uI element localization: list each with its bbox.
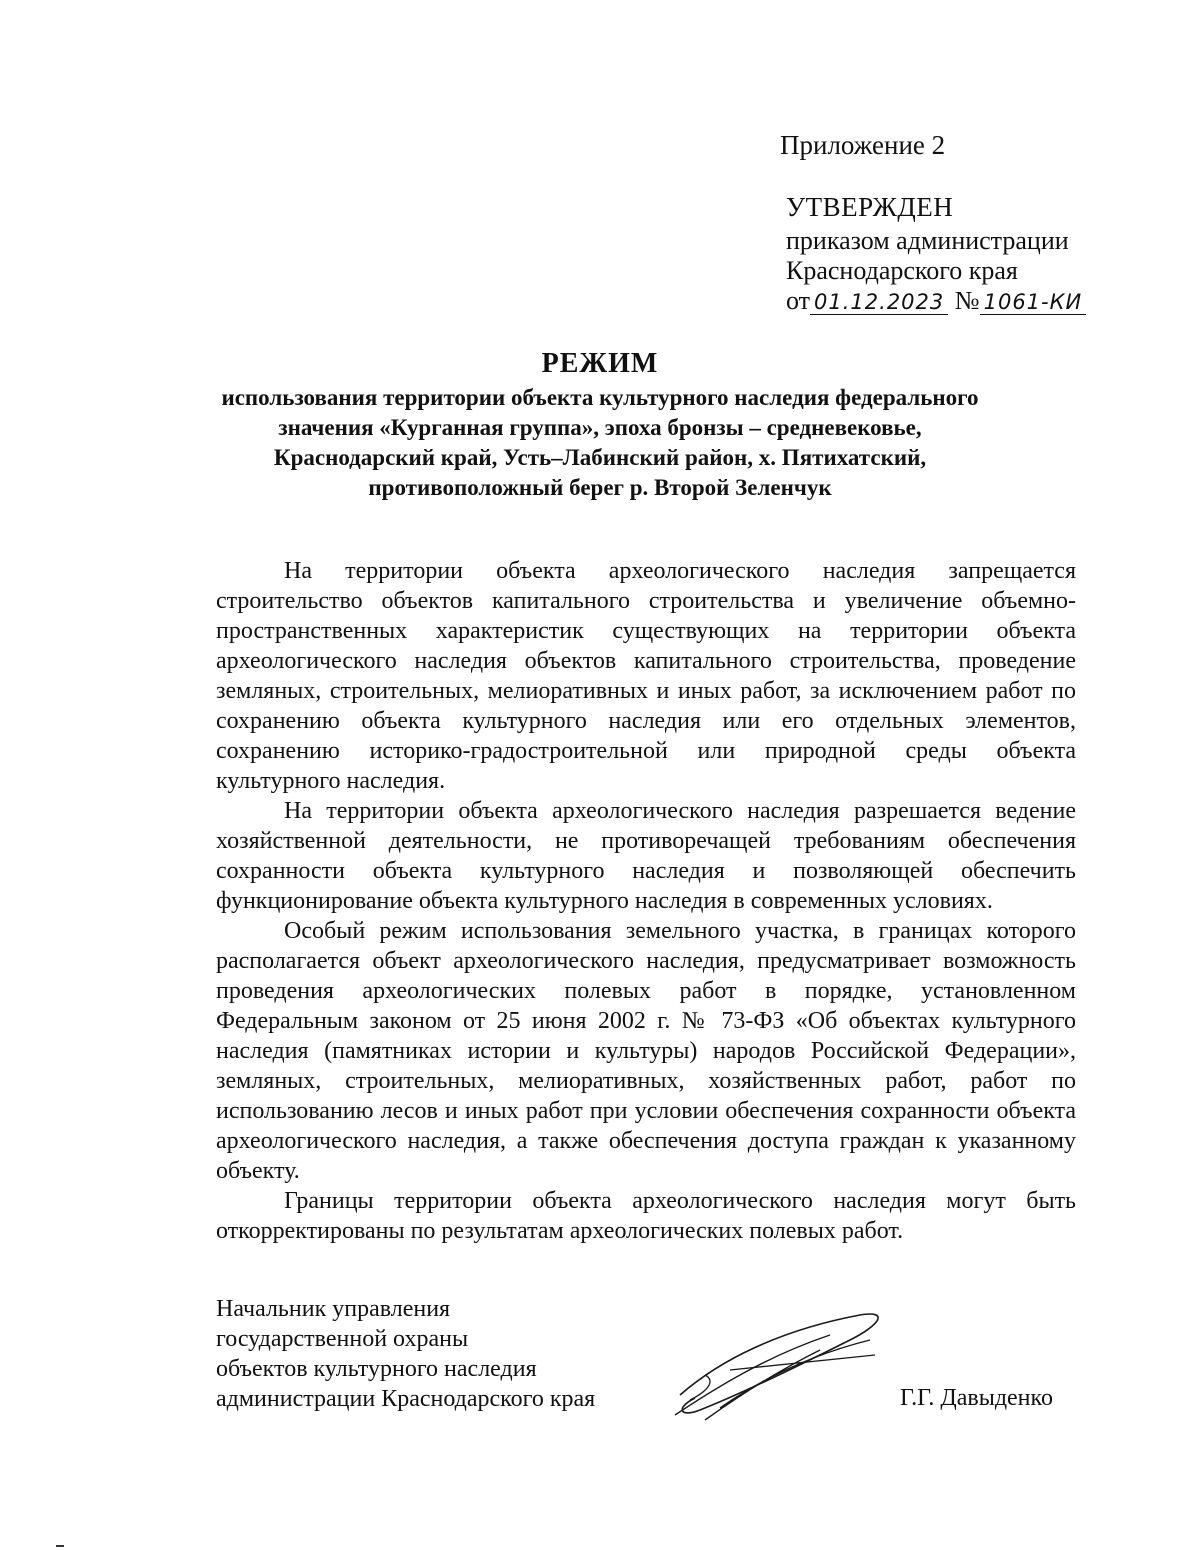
order-prefix: от <box>786 286 811 315</box>
paragraph-special-regime: Особый режим использования земельного участка, в границах которого располагается объект археологического наследия, предусматривает возможность проведения археологических полевых работ в порядке, установленном Федеральным законом от 25 июня 2002 г. № 73-ФЗ «Об объектах культурного наследия (памятниках истории и культуры) народов Российской Федерации», земляных, строительных, мелиоративных, хозяйственных работ, работ по использованию лесов и иных работ при условии обеспечения сохранности объекта археологического наследия, а также обеспечения доступа граждан к указанному объекту. <box>216 918 1076 1184</box>
approval-stamp: УТВЕРЖДЕН <box>786 192 954 222</box>
paragraph-permissions: На территории объекта археологического наследия разрешается ведение хозяйственной деятельности, не противоречащей требованиям обеспечения сохранности объекта культурного наследия и позволяющей обеспечить функционирование объекта культурного наследия в современных условиях. <box>216 798 1076 914</box>
order-number: 1061-КИ <box>980 290 1087 315</box>
order-date: 01.12.2023 <box>810 290 948 315</box>
paragraph-boundaries: Границы территории объекта археологического наследия могут быть откорректированы по результатам археологических полевых работ. <box>216 1188 1076 1244</box>
scan-edge-mark <box>56 1545 64 1547</box>
title-line-1: использования территории объекта культурного наследия федерального <box>221 385 979 410</box>
approval-line-2: Краснодарского края <box>786 256 1018 285</box>
appendix-label: Приложение 2 <box>780 130 946 160</box>
position-line-4: администрации Краснодарского края <box>216 1386 596 1412</box>
title-line-2: значения «Курганная группа», эпоха бронзы – средневековье, <box>278 415 922 440</box>
position-line-3: объектов культурного наследия <box>216 1356 537 1382</box>
position-line-2: государственной охраны <box>216 1326 469 1352</box>
position-line-1: Начальник управления <box>216 1296 451 1322</box>
approval-line-1: приказом администрации <box>786 226 1069 255</box>
handwritten-signature <box>660 1300 890 1430</box>
order-number-prefix: № <box>954 286 980 315</box>
title-line-4: противоположный берег р. Второй Зеленчук <box>368 475 832 500</box>
title-main: РЕЖИМ <box>541 348 659 379</box>
signatory-position <box>216 1294 595 1414</box>
order-reference <box>786 286 1086 317</box>
title-line-3: Краснодарский край, Усть–Лабинский район, х. Пятихатский, <box>273 445 927 470</box>
approval-block <box>786 192 1086 317</box>
signer-name: Г.Г. Давыденко <box>900 1385 1053 1411</box>
paragraph-prohibitions: На территории объекта археологического наследия запрещается строительство объектов капитального строительства и увеличение объемно-пространственных характеристик существующих на территории объекта археологического наследия объектов капитального строительства, проведение земляных, строительных, мелиоративных и иных работ, за исключением работ по сохранению объекта культурного наследия или его отдельных элементов, сохранению историко-градостроительной или природной среды объекта культурного наследия. <box>216 558 1076 794</box>
document-body <box>216 556 1076 1246</box>
document-title <box>160 347 1040 503</box>
